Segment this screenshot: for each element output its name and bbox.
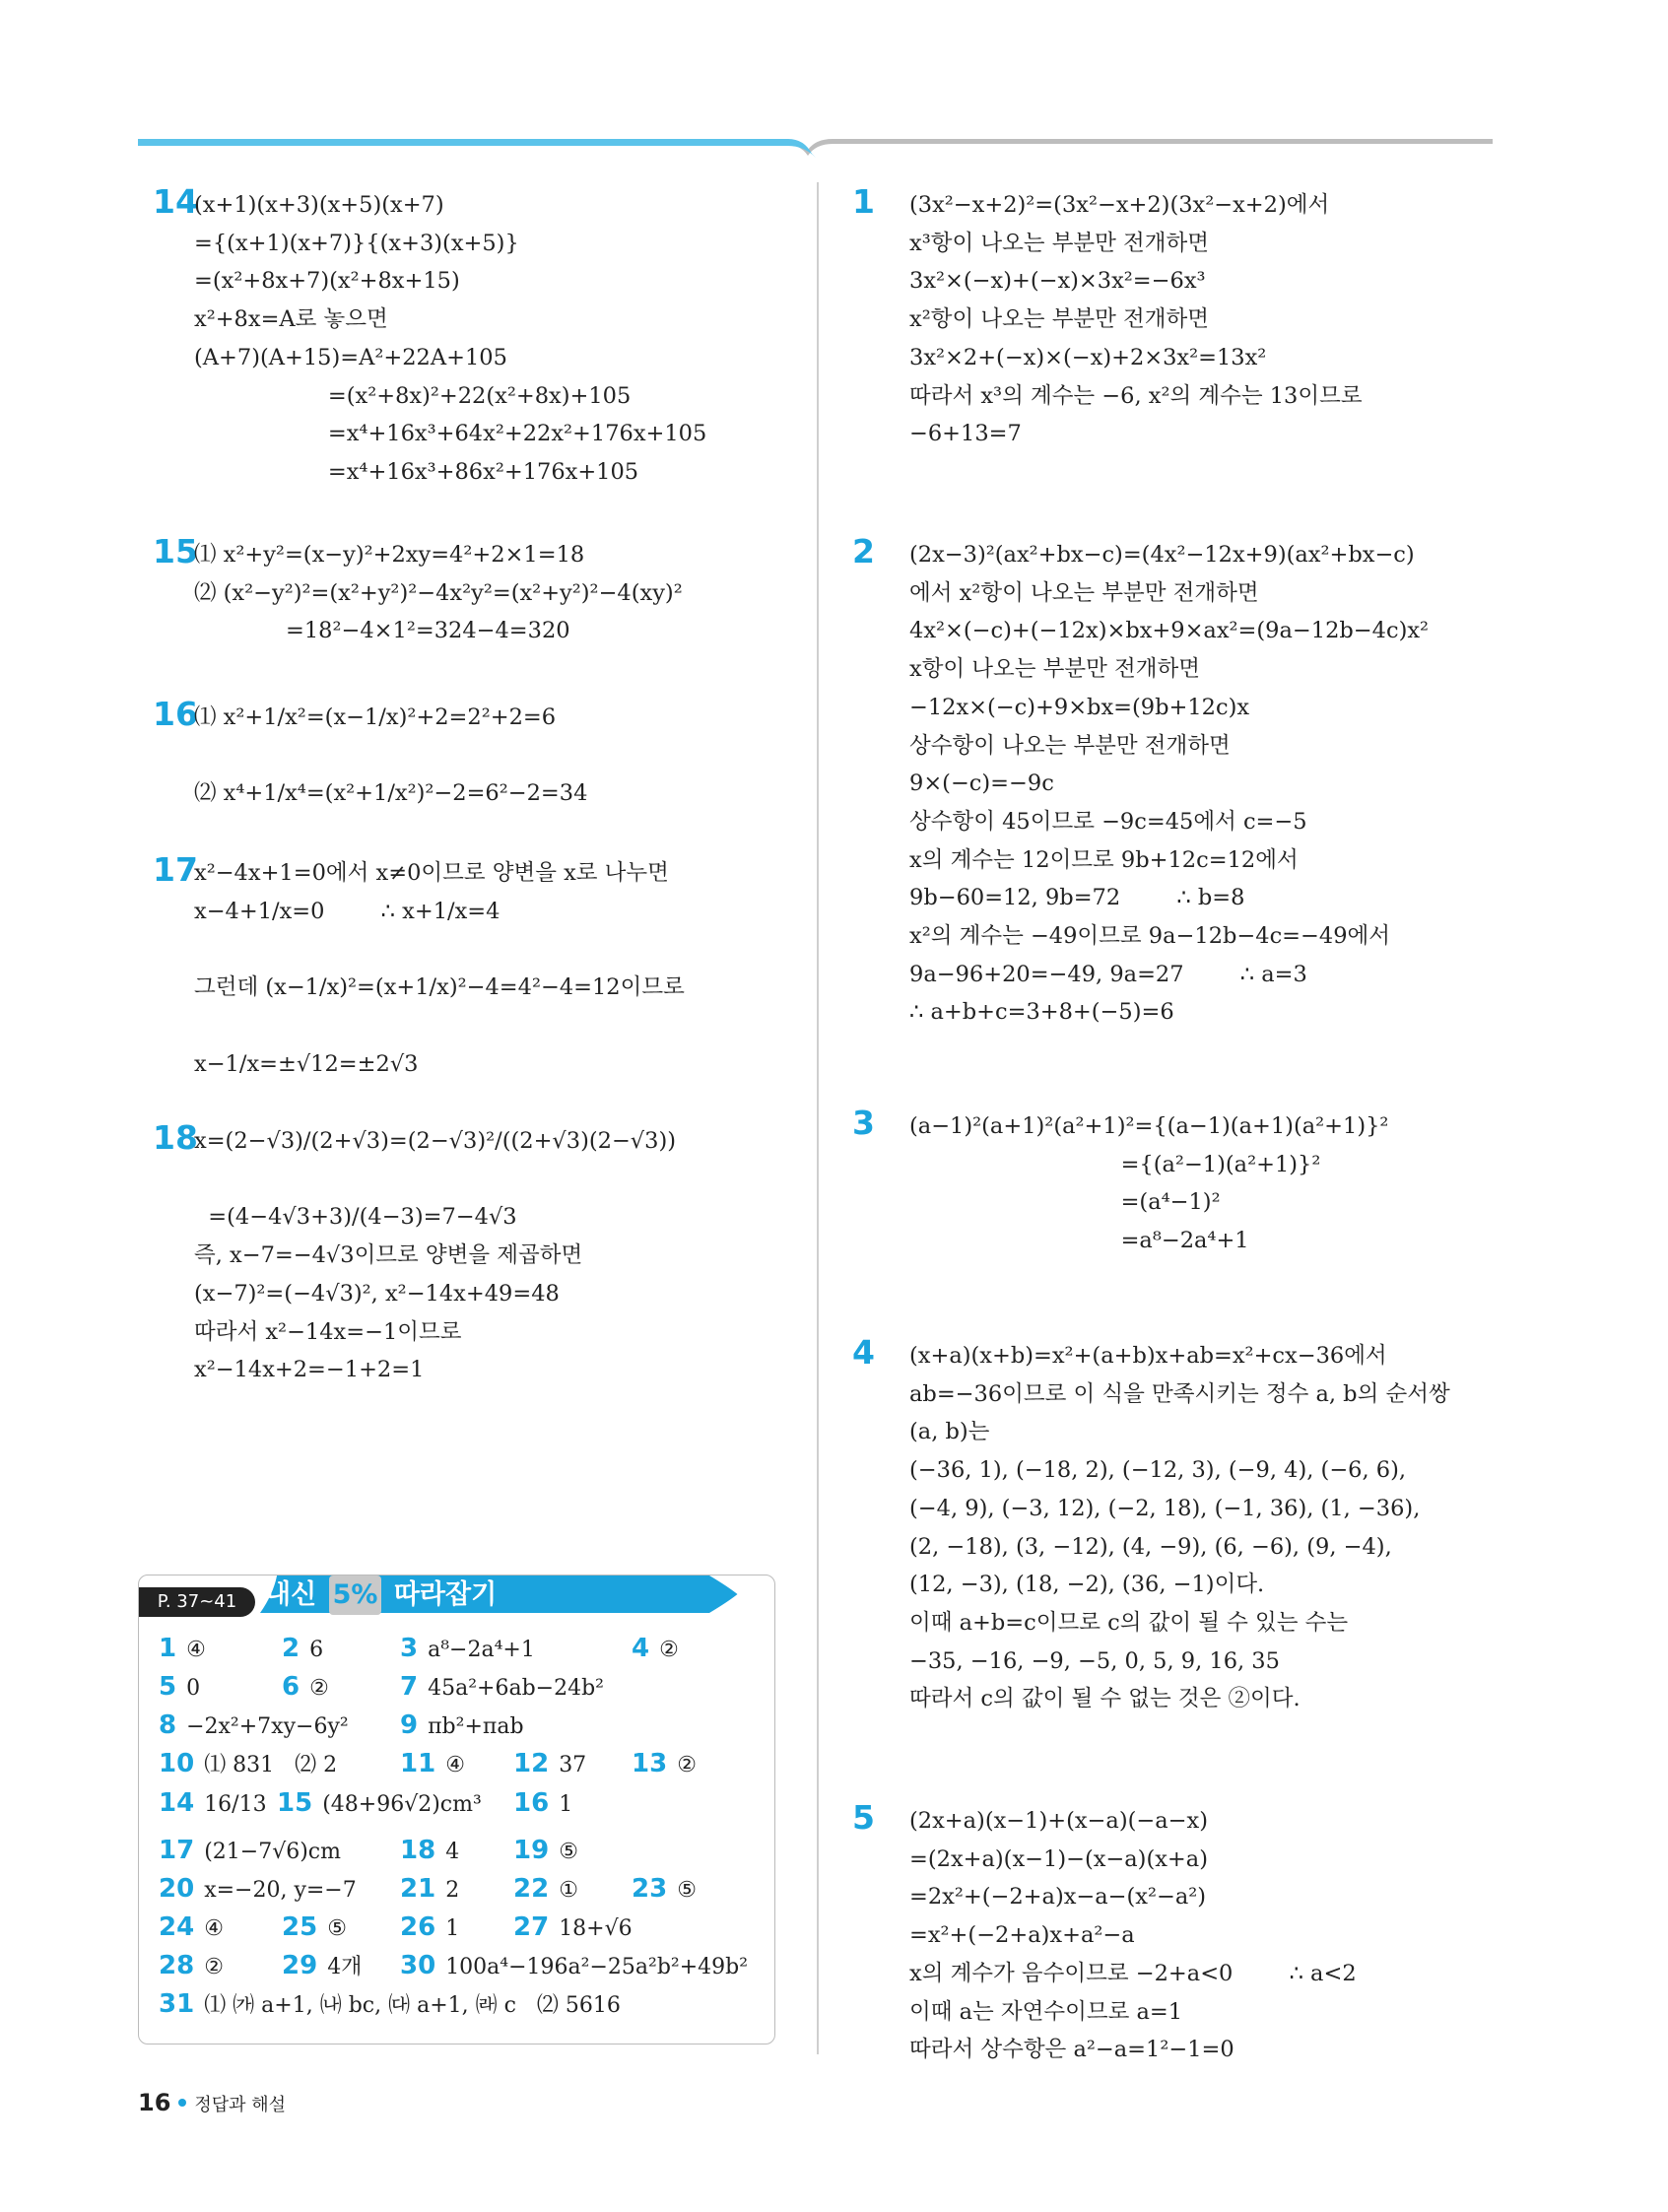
answer-number: 9 bbox=[400, 1710, 419, 1740]
solution-line: 9×(−c)=−9c bbox=[909, 771, 1054, 797]
solution-line: (−36, 1), (−18, 2), (−12, 3), (−9, 4), (−6, 6), bbox=[909, 1457, 1407, 1484]
answer-row bbox=[139, 1909, 774, 1946]
answer-item bbox=[159, 1947, 224, 1986]
answer-row bbox=[139, 1668, 774, 1706]
solution-line: (a, b)는 bbox=[909, 1419, 990, 1445]
problem-number: 14 bbox=[153, 182, 198, 221]
answer-item bbox=[400, 1947, 748, 1986]
answer-number: 30 bbox=[400, 1951, 436, 1980]
answer-value: ⑴ ㈎ a+1, ㈏ bc, ㈐ a+1, ㈑ c ⑵ 5616 bbox=[204, 1993, 621, 2018]
solution-line: x²−14x+2=−1+2=1 bbox=[194, 1357, 425, 1383]
answer-number: 18 bbox=[400, 1836, 436, 1865]
answer-number: 26 bbox=[400, 1912, 436, 1942]
solution-line: 3x²×2+(−x)×(−x)+2×3x²=13x² bbox=[909, 344, 1267, 370]
answer-number: 4 bbox=[632, 1634, 650, 1663]
solution-line: =(a⁴−1)² bbox=[909, 1189, 1221, 1216]
answer-item bbox=[159, 1870, 357, 1910]
answer-number: 13 bbox=[632, 1749, 668, 1778]
answer-item bbox=[282, 1909, 347, 1948]
solution-line: (a−1)²(a+1)²(a²+1)²={(a−1)(a+1)(a²+1)}² bbox=[909, 1113, 1389, 1139]
solution-line: 3x²×(−x)+(−x)×3x²=−6x³ bbox=[909, 268, 1206, 295]
answer-number: 28 bbox=[159, 1951, 195, 1980]
solution-line: −35, −16, −9, −5, 0, 5, 9, 16, 35 bbox=[909, 1647, 1280, 1674]
problem-number: 3 bbox=[852, 1104, 875, 1142]
answer-item bbox=[632, 1745, 697, 1784]
solution-line: 따라서 c의 값이 될 수 없는 것은 ②이다. bbox=[909, 1686, 1301, 1712]
answer-value: ⑴ 831 ⑵ 2 bbox=[204, 1753, 338, 1777]
solution-line: =(x²+8x+7)(x²+8x+15) bbox=[194, 268, 460, 295]
solution-line: (3x²−x+2)²=(3x²−x+2)(3x²−x+2)에서 bbox=[909, 192, 1330, 218]
answer-item bbox=[400, 1630, 535, 1669]
footer-label: 정답과 해설 bbox=[194, 2095, 287, 2115]
answer-row bbox=[139, 1985, 774, 2023]
page-number: 16 bbox=[138, 2089, 171, 2116]
answer-item bbox=[159, 1707, 349, 1746]
solution-line: ∴ a+b+c=3+8+(−5)=6 bbox=[909, 999, 1174, 1026]
bullet-icon bbox=[178, 2099, 186, 2107]
problem-number: 2 bbox=[852, 532, 875, 570]
solution-line: x²−4x+1=0에서 x≠0이므로 양변을 x로 나누면 bbox=[194, 860, 669, 886]
solution-line: ⑴ x²+1/x²=(x−1/x)²+2=2²+2=6 bbox=[194, 704, 557, 730]
solution-line: 이때 a+b=c이므로 c의 값이 될 수 있는 수는 bbox=[909, 1609, 1349, 1636]
answer-value: 16/13 bbox=[204, 1792, 267, 1817]
answer-value: 4개 bbox=[327, 1955, 363, 1979]
solution-line: =18²−4×1²=324−4=320 bbox=[194, 618, 570, 644]
solution-line: (A+7)(A+15)=A²+22A+105 bbox=[194, 344, 507, 370]
answer-number: 31 bbox=[159, 1989, 195, 2019]
answer-value: ② bbox=[309, 1676, 329, 1701]
solution-line: ab=−36이므로 이 식을 만족시키는 정수 a, b의 순서쌍 bbox=[909, 1380, 1450, 1407]
solution-lines bbox=[909, 536, 1429, 1032]
answer-value: 2 bbox=[445, 1878, 460, 1903]
answers-header bbox=[139, 1575, 774, 1623]
solution-line: (2x−3)²(ax²+bx−c)=(4x²−12x+9)(ax²+bx−c) bbox=[909, 542, 1415, 568]
answer-item bbox=[513, 1832, 578, 1871]
answer-number: 15 bbox=[277, 1788, 313, 1818]
solution-line: =x⁴+16x³+86x²+176x+105 bbox=[194, 458, 639, 485]
solution-line: x²의 계수는 −49이므로 9a−12b−4c=−49에서 bbox=[909, 923, 1390, 950]
solution-line: (12, −3), (18, −2), (36, −1)이다. bbox=[909, 1572, 1265, 1598]
answer-value: ② bbox=[677, 1753, 697, 1777]
solution-lines bbox=[194, 699, 587, 813]
solution-lines bbox=[194, 186, 706, 492]
solution-line: ={(x+1)(x+7)}{(x+3)(x+5)} bbox=[194, 230, 519, 256]
solution-line: =a⁸−2a⁴+1 bbox=[909, 1228, 1249, 1254]
answer-number: 27 bbox=[513, 1912, 550, 1942]
solution-lines bbox=[194, 536, 683, 650]
answer-value: −2x²+7xy−6y² bbox=[186, 1714, 349, 1739]
solution-line: =(4−4√3+3)/(4−3)=7−4√3 bbox=[194, 1204, 517, 1231]
answer-value: (48+96√2)cm³ bbox=[322, 1792, 482, 1817]
solution-line: x의 계수가 음수이므로 −2+a<0 ∴ a<2 bbox=[909, 1960, 1357, 1986]
answer-row bbox=[139, 1707, 774, 1744]
solution-line: 상수항이 나오는 부분만 전개하면 bbox=[909, 732, 1231, 759]
answer-number: 22 bbox=[513, 1874, 550, 1904]
answer-item bbox=[400, 1668, 604, 1708]
answer-number: 8 bbox=[159, 1710, 177, 1740]
solution-lines bbox=[909, 1107, 1388, 1260]
answer-value: ② bbox=[659, 1638, 679, 1662]
answer-item bbox=[632, 1630, 679, 1669]
solution-line: (−4, 9), (−3, 12), (−2, 18), (−1, 36), (1, −36), bbox=[909, 1495, 1421, 1521]
answer-row bbox=[139, 1870, 774, 1908]
answer-number: 11 bbox=[400, 1749, 436, 1778]
solution-line: 따라서 x²−14x=−1이므로 bbox=[194, 1318, 462, 1345]
solution-line: 4x²×(−c)+(−12x)×bx+9×ax²=(9a−12b−4c)x² bbox=[909, 618, 1430, 644]
answer-value: 4 bbox=[445, 1840, 460, 1864]
solution-line: (x−7)²=(−4√3)², x²−14x+49=48 bbox=[194, 1280, 560, 1307]
solution-line: x³항이 나오는 부분만 전개하면 bbox=[909, 230, 1209, 256]
solution-line: x항이 나오는 부분만 전개하면 bbox=[909, 656, 1200, 683]
title-part-a: 내신 bbox=[265, 1579, 317, 1610]
solution-line: (2x+a)(x−1)+(x−a)(−a−x) bbox=[909, 1808, 1208, 1834]
solution-line: 즉, x−7=−4√3이므로 양변을 제곱하면 bbox=[194, 1242, 583, 1269]
solution-lines bbox=[909, 1337, 1450, 1718]
solution-line bbox=[194, 1007, 685, 1045]
answer-item bbox=[400, 1707, 524, 1746]
answer-number: 21 bbox=[400, 1874, 436, 1904]
problem-number: 16 bbox=[153, 695, 198, 733]
answer-value: 1 bbox=[445, 1916, 460, 1941]
answer-value: x=−20, y=−7 bbox=[204, 1878, 357, 1903]
answer-value: a⁸−2a⁴+1 bbox=[428, 1638, 535, 1662]
answer-item bbox=[159, 1832, 341, 1871]
answer-item bbox=[277, 1784, 482, 1824]
solution-line: 9a−96+20=−49, 9a=27 ∴ a=3 bbox=[909, 961, 1307, 987]
problem-number: 1 bbox=[852, 182, 875, 221]
solution-line: x−1/x=±√12=±2√3 bbox=[194, 1050, 419, 1077]
answer-item bbox=[159, 1909, 224, 1948]
solution-line: 에서 x²항이 나오는 부분만 전개하면 bbox=[909, 579, 1259, 606]
answer-number: 19 bbox=[513, 1836, 550, 1865]
solution-line: x의 계수는 12이므로 9b+12c=12에서 bbox=[909, 846, 1299, 873]
page-footer bbox=[138, 2089, 286, 2116]
solution-line: =x²+(−2+a)x+a²−a bbox=[909, 1922, 1135, 1949]
solution-line: 상수항이 45이므로 −9c=45에서 c=−5 bbox=[909, 808, 1307, 835]
problem-number: 4 bbox=[852, 1333, 875, 1372]
answers-box bbox=[138, 1575, 775, 2044]
answer-value: (21−7√6)cm bbox=[204, 1840, 341, 1864]
answer-number: 1 bbox=[159, 1634, 177, 1663]
solution-line: 따라서 x³의 계수는 −6, x²의 계수는 13이므로 bbox=[909, 382, 1363, 409]
problem-number: 5 bbox=[852, 1798, 875, 1837]
answer-item bbox=[159, 1630, 206, 1669]
answer-number: 29 bbox=[282, 1951, 318, 1980]
answer-value: 1 bbox=[559, 1792, 573, 1817]
problem-number: 15 bbox=[153, 532, 198, 570]
answer-number: 7 bbox=[400, 1672, 419, 1702]
answers-title bbox=[265, 1575, 497, 1615]
solution-line: x²+8x=A로 놓으면 bbox=[194, 306, 388, 333]
answer-item bbox=[632, 1870, 697, 1910]
answer-row bbox=[139, 1832, 774, 1869]
solution-lines bbox=[909, 186, 1363, 453]
solution-line: =(x²+8x)²+22(x²+8x)+105 bbox=[194, 382, 632, 409]
answer-row bbox=[139, 1630, 774, 1667]
solution-lines bbox=[194, 1122, 676, 1389]
answer-value: ① bbox=[559, 1878, 578, 1903]
answer-number: 3 bbox=[400, 1634, 419, 1663]
solution-line: ⑴ x²+y²=(x−y)²+2xy=4²+2×1=18 bbox=[194, 542, 585, 568]
answer-value: 45a²+6ab−24b² bbox=[428, 1676, 604, 1701]
answer-item bbox=[159, 1668, 200, 1708]
answer-number: 14 bbox=[159, 1788, 195, 1818]
header-bar bbox=[138, 136, 1493, 166]
answer-item bbox=[282, 1630, 323, 1669]
answer-value: 100a⁴−196a²−25a²b²+49b² bbox=[445, 1955, 749, 1979]
answer-item bbox=[159, 1985, 621, 2025]
answer-item bbox=[513, 1745, 586, 1784]
answer-number: 2 bbox=[282, 1634, 300, 1663]
answer-number: 10 bbox=[159, 1749, 195, 1778]
answer-item bbox=[400, 1909, 459, 1948]
answer-value: ⑤ bbox=[327, 1916, 347, 1941]
problem-number: 18 bbox=[153, 1118, 198, 1157]
solution-line bbox=[194, 737, 587, 775]
solution-line: 그런데 (x−1/x)²=(x+1/x)²−4=4²−4=12이므로 bbox=[194, 974, 685, 1001]
solution-line: 9b−60=12, 9b=72 ∴ b=8 bbox=[909, 885, 1245, 911]
solution-line: 따라서 상수항은 a²−a=1²−1=0 bbox=[909, 2037, 1234, 2063]
answer-value: ② bbox=[204, 1955, 224, 1979]
answer-number: 6 bbox=[282, 1672, 300, 1702]
solution-line bbox=[194, 930, 685, 969]
answer-value: 18+√6 bbox=[559, 1916, 633, 1941]
solution-line: =(2x+a)(x−1)−(x−a)(x+a) bbox=[909, 1845, 1208, 1872]
solution-line: =x⁴+16x³+64x²+22x²+176x+105 bbox=[194, 421, 707, 447]
answer-value: ④ bbox=[445, 1753, 465, 1777]
solution-line: −6+13=7 bbox=[909, 421, 1022, 447]
answer-item bbox=[400, 1832, 459, 1871]
solution-line: ={(a²−1)(a²+1)}² bbox=[909, 1151, 1321, 1177]
answer-number: 16 bbox=[513, 1788, 550, 1818]
answer-value: ⑤ bbox=[677, 1878, 697, 1903]
solution-line: x=(2−√3)/(2+√3)=(2−√3)²/((2+√3)(2−√3)) bbox=[194, 1128, 677, 1154]
answer-item bbox=[513, 1870, 578, 1910]
answer-row bbox=[139, 1947, 774, 1984]
answer-item bbox=[282, 1668, 329, 1708]
answer-value: 6 bbox=[309, 1638, 324, 1662]
solution-line: (x+a)(x+b)=x²+(a+b)x+ab=x²+cx−36에서 bbox=[909, 1343, 1387, 1369]
page-reference: P. 37~41 bbox=[139, 1587, 255, 1617]
solution-lines bbox=[909, 1802, 1357, 2069]
solution-lines bbox=[194, 854, 685, 1083]
solution-line: (x+1)(x+3)(x+5)(x+7) bbox=[194, 192, 444, 218]
solution-line: ⑵ x⁴+1/x⁴=(x²+1/x²)²−2=6²−2=34 bbox=[194, 780, 588, 807]
solution-line: (2, −18), (3, −12), (4, −9), (6, −6), (9, −4), bbox=[909, 1533, 1392, 1560]
answer-row bbox=[139, 1745, 774, 1782]
solution-line bbox=[194, 1161, 676, 1199]
answer-number: 25 bbox=[282, 1912, 318, 1942]
answer-value: 37 bbox=[559, 1753, 587, 1777]
answer-number: 23 bbox=[632, 1874, 668, 1904]
answer-item bbox=[400, 1745, 465, 1784]
answer-value: 0 bbox=[186, 1676, 201, 1701]
problem-number: 17 bbox=[153, 850, 198, 889]
solution-line: ⑵ (x²−y²)²=(x²+y²)²−4x²y²=(x²+y²)²−4(xy)² bbox=[194, 579, 683, 606]
solution-line: −12x×(−c)+9×bx=(9b+12c)x bbox=[909, 694, 1250, 720]
column-divider bbox=[817, 182, 819, 2054]
title-percent: 5% bbox=[329, 1575, 382, 1615]
title-part-b: 따라잡기 bbox=[393, 1579, 498, 1610]
solution-line: x−4+1/x=0 ∴ x+1/x=4 bbox=[194, 898, 500, 924]
answer-item bbox=[513, 1909, 633, 1948]
answer-number: 17 bbox=[159, 1836, 195, 1865]
answer-item bbox=[159, 1745, 337, 1784]
answer-value: πb²+πab bbox=[428, 1714, 524, 1739]
answer-item bbox=[159, 1784, 267, 1824]
answer-row bbox=[139, 1784, 774, 1822]
answer-value: ④ bbox=[186, 1638, 206, 1662]
solution-line: 이때 a는 자연수이므로 a=1 bbox=[909, 1998, 1183, 2025]
answer-number: 24 bbox=[159, 1912, 195, 1942]
answer-number: 5 bbox=[159, 1672, 177, 1702]
answer-value: ④ bbox=[204, 1916, 224, 1941]
answer-item bbox=[513, 1784, 572, 1824]
answer-number: 20 bbox=[159, 1874, 195, 1904]
answer-item bbox=[400, 1870, 459, 1910]
solution-line: =2x²+(−2+a)x−a−(x²−a²) bbox=[909, 1884, 1207, 1910]
solution-line: x²항이 나오는 부분만 전개하면 bbox=[909, 306, 1209, 333]
answer-item bbox=[282, 1947, 362, 1986]
answer-value: ⑤ bbox=[559, 1840, 578, 1864]
answer-number: 12 bbox=[513, 1749, 550, 1778]
